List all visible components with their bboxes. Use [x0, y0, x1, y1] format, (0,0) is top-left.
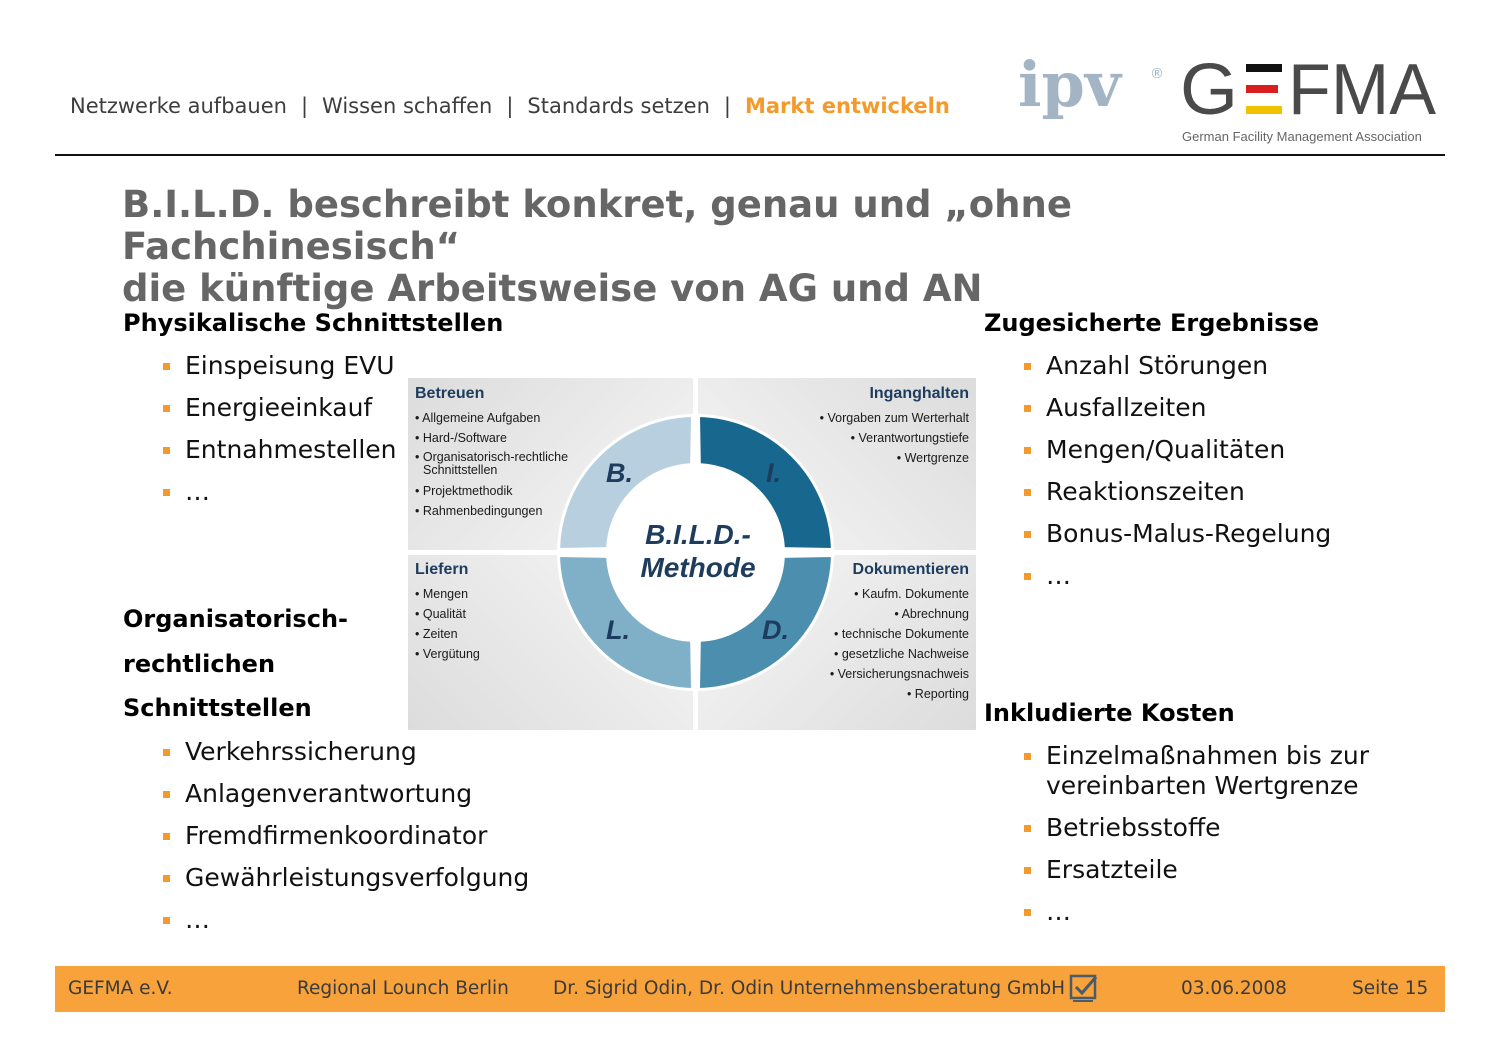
list-item: • Abrechnung: [894, 607, 969, 621]
list-item: Gewährleistungsverfolgung: [123, 863, 529, 905]
gefma-flag-gold-bar: [1246, 106, 1282, 114]
bullet-icon: [1024, 573, 1031, 580]
bullet-icon: [1024, 489, 1031, 496]
nav-separator: |: [300, 94, 309, 118]
bullet-icon: [163, 489, 170, 496]
dokumentieren-title: Dokumentieren: [852, 561, 969, 578]
bild-method-diagram: [408, 378, 976, 730]
ring-letter-l: L.: [606, 615, 630, 645]
svg-text:G: G: [1180, 58, 1238, 118]
footer-org: GEFMA e.V.: [68, 978, 173, 999]
list-item: Anzahl Störungen: [984, 351, 1331, 393]
list-item: Reaktionszeiten: [984, 477, 1331, 519]
bullet-icon: [1024, 405, 1031, 412]
header-divider: [55, 154, 1445, 156]
nav-item-standards: Standards setzen: [527, 94, 710, 118]
list-item: • Vorgaben zum Werterhalt: [819, 411, 969, 425]
organisational-interfaces-list: [123, 737, 529, 947]
nav-item-markt-active: Markt entwickeln: [744, 94, 950, 118]
slide-title-line-2: die künftige Arbeitsweise von AG und AN: [122, 267, 983, 310]
list-item: • Hard-/Software: [415, 431, 507, 445]
list-item: • technische Dokumente: [833, 627, 969, 641]
bullet-icon: [163, 833, 170, 840]
footer-date: 03.06.2008: [1181, 978, 1287, 999]
list-item: • Organisatorisch-rechtliche Schnittstellen: [415, 450, 569, 477]
bullet-icon: [1024, 753, 1031, 760]
ring-letter-b: B.: [606, 458, 633, 488]
ring-letter-i: I.: [766, 458, 782, 488]
list-item: …: [984, 561, 1331, 603]
bullet-icon: [1024, 447, 1031, 454]
bullet-icon: [1024, 867, 1031, 874]
nav-item-netzwerke: Netzwerke aufbauen: [70, 94, 287, 118]
list-item: Einspeisung EVU: [123, 351, 397, 393]
inganghalten-title: Inganghalten: [869, 385, 969, 402]
list-item: • Kaufm. Dokumente: [854, 587, 969, 601]
list-item: Ausfallzeiten: [984, 393, 1331, 435]
list-item: • Rahmenbedingungen: [415, 504, 543, 518]
betreuen-title: Betreuen: [415, 385, 485, 402]
list-item: • Reporting: [906, 687, 969, 701]
ring-letter-d: D.: [762, 615, 789, 645]
list-item: • Wertgrenze: [896, 451, 969, 465]
bullet-icon: [1024, 825, 1031, 832]
list-item: Einzelmaßnahmen bis zur vereinbarten Wertgrenze: [984, 741, 1369, 813]
bullet-icon: [163, 875, 170, 882]
list-item: • Vergütung: [415, 647, 480, 661]
list-item: Entnahmestellen: [123, 435, 397, 477]
liefern-title: Liefern: [415, 561, 469, 578]
slide-title-line-1: B.I.L.D. beschreibt konkret, genau und „ohne Fachchinesisch“: [122, 183, 1072, 268]
list-item: …: [123, 477, 397, 519]
nav-separator: |: [723, 94, 731, 118]
list-item: • Versicherungsnachweis: [829, 667, 969, 681]
inganghalten-list: [769, 408, 969, 468]
gefma-flag-red-bar: [1246, 85, 1278, 93]
bullet-icon: [1024, 531, 1031, 538]
nav-item-wissen: Wissen schaffen: [322, 94, 493, 118]
nav-separator: |: [506, 94, 514, 118]
list-item: Energieeinkauf: [123, 393, 397, 435]
ipv-logo-text: ipv: [1018, 48, 1121, 121]
list-item: Fremdfirmenkoordinator: [123, 821, 529, 863]
included-costs-list: [984, 741, 1369, 939]
footer-page-number: Seite 15: [1352, 978, 1429, 999]
bullet-icon: [163, 405, 170, 412]
bullet-icon: [1024, 909, 1031, 916]
gefma-subtitle: German Facility Management Association: [1182, 129, 1422, 144]
list-item: …: [984, 897, 1369, 939]
checkbox-icon: [1069, 973, 1099, 1005]
list-item: …: [123, 905, 529, 947]
bullet-icon: [163, 363, 170, 370]
betreuen-list: [415, 408, 590, 521]
assured-results-heading: Zugesicherte Ergebnisse: [984, 309, 1320, 337]
slide-title: [122, 184, 1402, 310]
bullet-icon: [1024, 363, 1031, 370]
included-costs-heading: Inkludierte Kosten: [984, 699, 1235, 727]
gefma-logo: [1180, 58, 1436, 118]
liefern-list: [415, 584, 565, 664]
footer-author: Dr. Sigrid Odin, Dr. Odin Unternehmensberatung GmbH: [553, 978, 1065, 999]
list-item: • gesetzliche Nachweise: [834, 647, 969, 661]
ipv-registered-mark: ®: [1150, 66, 1164, 82]
list-item: Betriebsstoffe: [984, 813, 1369, 855]
list-item: • Mengen: [415, 587, 469, 601]
tagline-nav: [70, 94, 950, 118]
assured-results-list: [984, 351, 1331, 603]
organisational-interfaces-heading: Organisatorisch- rechtlichen Schnittstellen: [123, 605, 348, 722]
list-item: • Verantwortungstiefe: [850, 431, 969, 445]
footer-event: Regional Lounch Berlin: [297, 978, 509, 999]
dokumentieren-list: [809, 584, 969, 704]
bullet-icon: [163, 447, 170, 454]
gefma-flag-black-bar: [1246, 64, 1282, 72]
footer-bar: [55, 966, 1445, 1012]
list-item: Bonus-Malus-Regelung: [984, 519, 1331, 561]
list-item: • Allgemeine Aufgaben: [415, 411, 541, 425]
bild-center-label: B.I.L.D.- Methode: [640, 519, 756, 583]
svg-text:FMA: FMA: [1288, 58, 1436, 118]
list-item: Ersatzteile: [984, 855, 1369, 897]
list-item: Mengen/Qualitäten: [984, 435, 1331, 477]
list-item: Anlagenverantwortung: [123, 779, 529, 821]
list-item: • Projektmethodik: [415, 484, 513, 498]
list-item: • Zeiten: [415, 627, 458, 641]
physical-interfaces-list: [123, 351, 397, 519]
physical-interfaces-heading: Physikalische Schnittstellen: [123, 309, 504, 337]
bullet-icon: [163, 917, 170, 924]
bullet-icon: [163, 749, 170, 756]
bullet-icon: [163, 791, 170, 798]
ipv-logo: [1018, 48, 1164, 134]
list-item: Verkehrssicherung: [123, 737, 529, 779]
list-item: • Qualität: [415, 607, 466, 621]
